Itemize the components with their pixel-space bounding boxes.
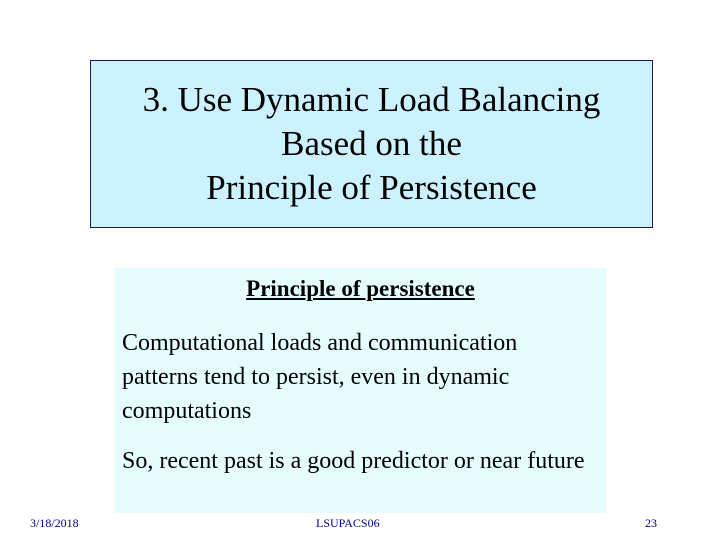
footer-date: 3/18/2018 [30,516,79,530]
footer-page-number: 23 [645,516,657,530]
footer-center-text: LSUPACS06 [316,516,380,530]
slide-title-line-1: 3. Use Dynamic Load Balancing [142,80,601,119]
content-box [115,268,606,513]
slide-title-line-2: Based on the [281,124,462,163]
content-paragraph-1: Computational loads and communication patterns tend to persist, even in dynamic computations [122,330,518,424]
content-paragraph-2: So, recent past is a good predictor or near future [122,448,585,474]
content-heading: Principle of persistence [246,276,475,301]
slide-title-line-3: Principle of Persistence [206,168,537,207]
slide-title-box [90,60,653,228]
